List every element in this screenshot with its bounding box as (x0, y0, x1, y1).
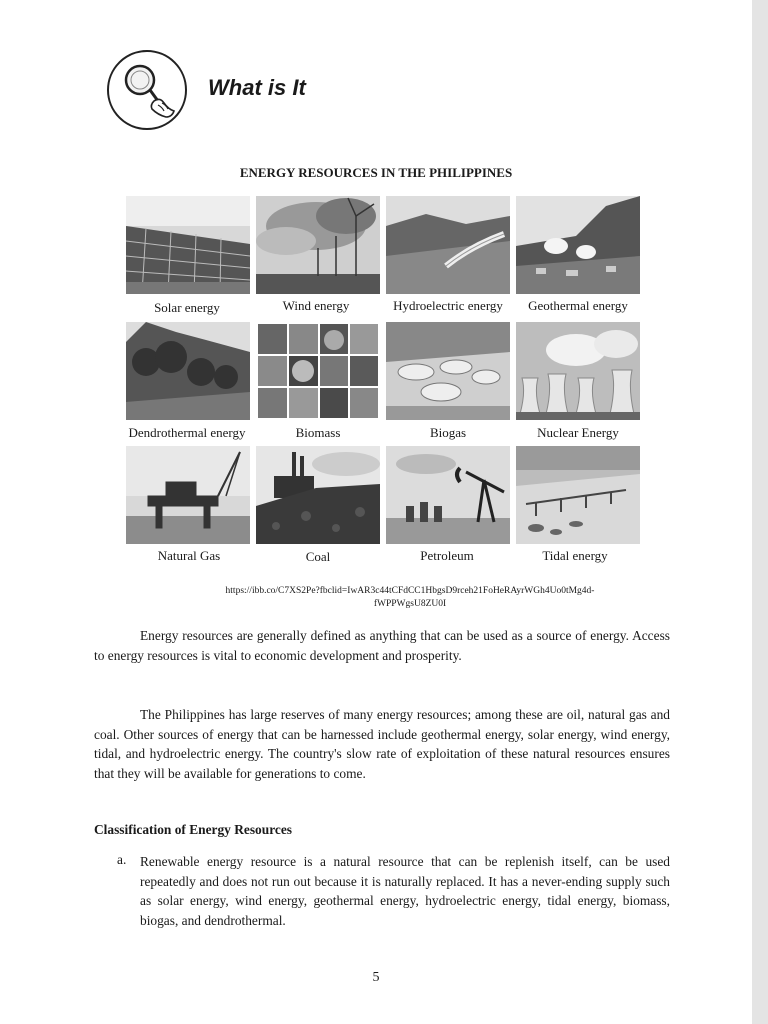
petroleum-image (386, 446, 510, 544)
list-marker-a: a. (117, 852, 127, 867)
nuclear-energy-image (516, 322, 640, 420)
caption-dendrothermal-energy: Dendrothermal energy (128, 425, 246, 440)
page-edge (752, 0, 768, 1024)
dendrothermal-energy-image (126, 322, 250, 420)
paragraph-philippines-reserves: The Philippines has large reserves of many energy resources; among these are oil, natural gas and coal. Other sources of energy that can be harnessed include geothermal energy, solar energy, wind energy, tidal, and hydroelectric energy. The country's slow rate of exploitation of these natural resources ensures that they will be available for generations to come. (94, 707, 670, 781)
hydroelectric-energy-image (386, 196, 510, 294)
coal-image (256, 446, 380, 544)
paragraph-energy-definition: Energy resources are generally defined as anything that can be used as a source of energy. Access to energy resources is vital to economic development and prosperity. (94, 628, 670, 663)
caption-coal: Coal (305, 549, 331, 564)
section-title: What is It (208, 75, 306, 100)
solar-energy-image (126, 196, 250, 294)
figure-title: ENERGY RESOURCES IN THE PHILIPPINES (239, 165, 513, 180)
caption-wind-energy: Wind energy (282, 298, 350, 313)
caption-tidal-energy: Tidal energy (542, 548, 608, 563)
caption-solar-energy: Solar energy (154, 300, 220, 315)
caption-natural-gas: Natural Gas (157, 548, 221, 563)
image-source-url-line1[interactable]: https://ibb.co/C7XS2Pe?fbclid=IwAR3c44tCFdCC1HbgsD9rceh21FoHeRAyrWGh4Uo0tMg4d- (225, 586, 595, 596)
caption-petroleum: Petroleum (420, 548, 474, 563)
image-source-url[interactable] (170, 585, 650, 611)
geothermal-energy-image (516, 196, 640, 294)
page-number: 5 (372, 970, 380, 985)
list-item-renewable: Renewable energy resource is a natural resource that can be replenish itself, can be used repeatedly and does not run out because it is naturally replaced. It has a never-ending supply such as solar energy, wind energy, geothermal energy, hydroelectric energy, tidal energy, biomass, biogas, and dendrothermal. (140, 854, 670, 928)
caption-geothermal-energy: Geothermal energy (528, 298, 628, 313)
magnifying-glass-hand-icon (106, 49, 188, 131)
caption-nuclear-energy: Nuclear Energy (537, 425, 619, 440)
natural-gas-image (126, 446, 250, 544)
wind-energy-image (256, 196, 380, 294)
caption-hydroelectric-energy: Hydroelectric energy (393, 298, 503, 313)
caption-biomass: Biomass (295, 425, 341, 440)
caption-biogas: Biogas (429, 425, 467, 440)
biogas-image (386, 322, 510, 420)
image-source-url-line2[interactable]: fWPPWgsU8ZU0I (373, 599, 447, 609)
biomass-image (256, 322, 380, 420)
tidal-energy-image (516, 446, 640, 544)
classification-heading: Classification of Energy Resources (94, 822, 292, 837)
